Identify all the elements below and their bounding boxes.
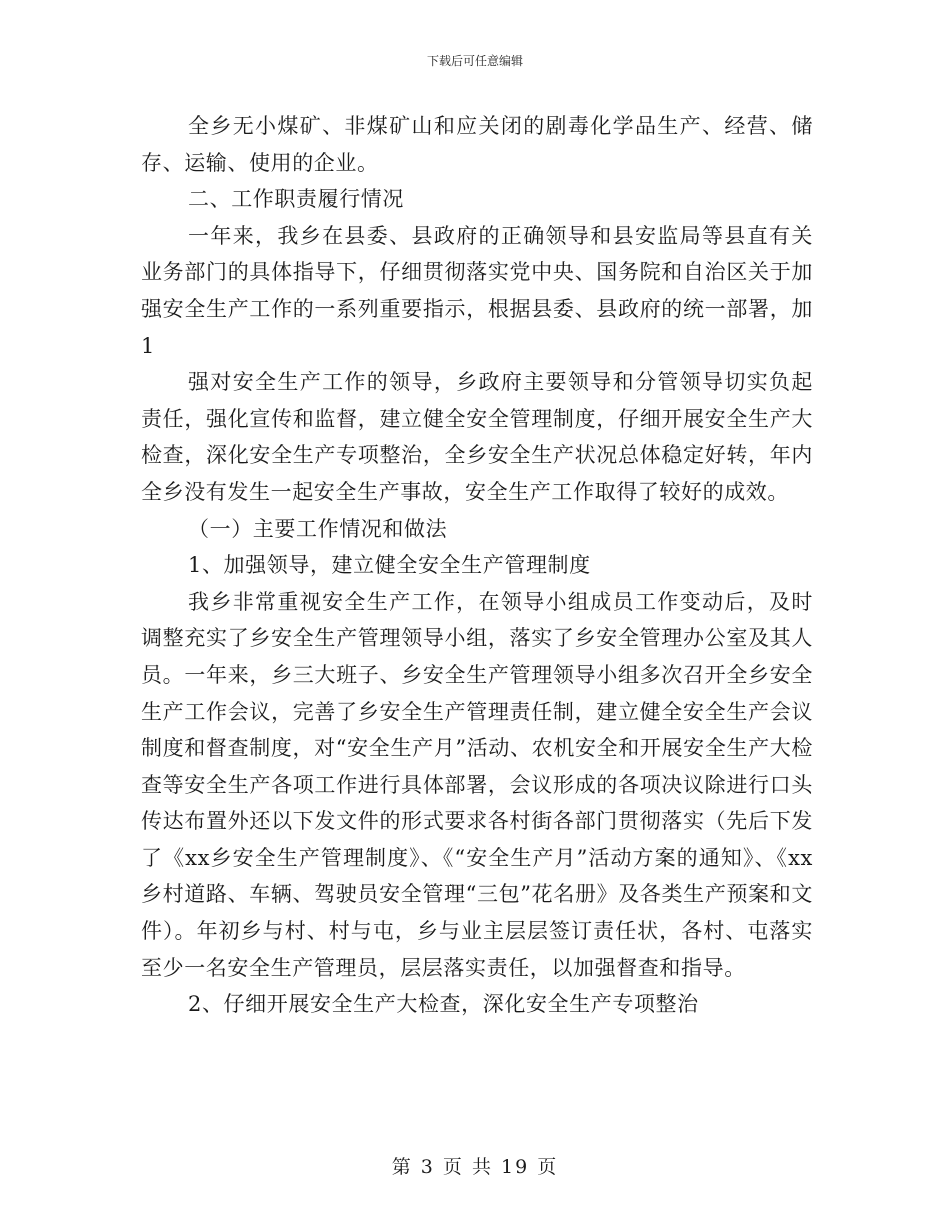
subsection-heading-1: （一）主要工作情况和做法: [188, 516, 448, 541]
item-heading-2: 2、仔细开展安全生产大检查，深化安全生产专项整治: [188, 992, 699, 1017]
paragraph-7: 我乡非常重视安全生产工作，在领导小组成员工作变动后，及时调整充实了乡安全生产管理领导小组，落实了乡安全管理办公室及其人员。一年来，乡三大班子、乡安全生产管理领导小组多次召开全乡安全生产工作会议，完善了乡安全生产管理责任制，建立健全安全生产会议制度和督查制度，对“安全生产月”活动、农机安全和开展安全生产大检查等安全生产各项工作进行具体部署，会议形成的各项决议除进行口头传达布置外还以下发文件的形式要求各村街各部门贯彻落实（先后下发了《xx乡安全生产管理制度》、《“安全生产月”活动方案的通知》、《xx乡村道路、车辆、驾驶员安全管理“三包”花名册》及各类生产预案和文件）。年初乡与村、村与屯，乡与业主层层签订责任状，各村、屯落实至少一名安全生产管理员，层层落实责任，以加强督查和指导。: [141, 589, 813, 980]
document-body: [141, 108, 813, 1023]
page-header-note: 下载后可任意编辑: [426, 54, 523, 68]
paragraph-4: 强对安全生产工作的领导，乡政府主要领导和分管领导切实负起责任，强化宣传和监督，建立健全安全管理制度，仔细开展安全生产大检查，深化安全生产专项整治，全乡安全生产状况总体稳定好转，年内全乡没有发生一起安全生产事故，安全生产工作取得了较好的成效。: [141, 370, 813, 504]
page-number: 第 3 页 共 19 页: [391, 1156, 559, 1178]
paragraph-1: 全乡无小煤矿、非煤矿山和应关闭的剧毒化学品生产、经营、储存、运输、使用的企业。: [141, 114, 813, 175]
paragraph-3: 一年来，我乡在县委、县政府的正确领导和县安监局等县直有关业务部门的具体指导下，仔细贯彻落实党中央、国务院和自治区关于加强安全生产工作的一系列重要指示，根据县委、县政府的统一部署，加 1: [141, 223, 813, 358]
section-heading-2: 二、工作职责履行情况: [188, 187, 404, 212]
item-heading-1: 1、加强领导，建立健全安全生产管理制度: [188, 553, 591, 578]
